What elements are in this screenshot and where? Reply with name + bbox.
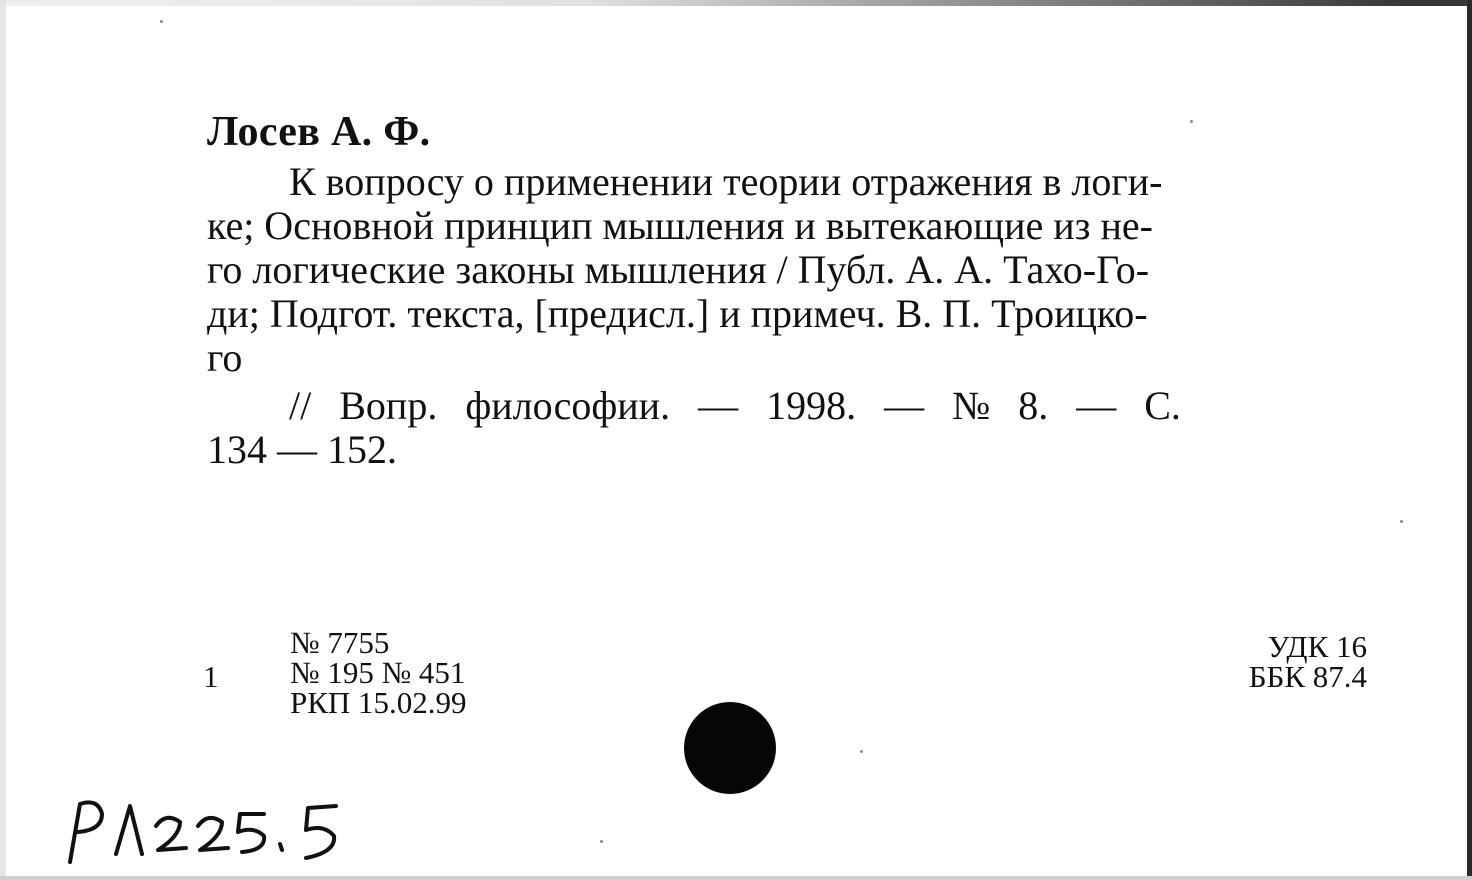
source-block [207,384,1367,472]
card-edge-left [0,0,6,880]
registration-line: № 195 № 451 [290,655,466,690]
handwritten-shelfmark [58,792,378,872]
title-line [207,336,1367,380]
bbk-code: ББК 87.4 [1248,659,1367,694]
title-line [207,248,1367,292]
registration-block [290,625,467,720]
title-line [207,204,1367,248]
source-line-text: // Вопр. философии. — 1998. — № 8. — С. [289,383,1181,428]
title-line [207,292,1367,336]
paper-speck [1190,120,1193,123]
title-line [207,160,1367,204]
title-block [207,160,1367,380]
paper-speck [1400,520,1403,523]
registration-line: РКП 15.02.99 [290,685,467,720]
author-heading: Лосев А. Ф. [207,109,431,155]
source-line [207,428,1367,472]
card-edge-bottom [0,876,1472,880]
title-line-text: го [207,335,243,380]
title-line-text: ке; Основной принцип мышления и вытекающие из не- [207,203,1153,248]
source-line [207,384,1367,428]
copy-number: 1 [203,659,219,694]
classification-block [1248,629,1367,694]
paper-speck [600,840,603,843]
paper-speck [160,20,163,23]
card-edge-right [1467,0,1472,880]
title-line-text: го логические законы мышления / Публ. А. А. Тахо-Го- [207,247,1150,292]
udk-code: УДК 16 [1267,629,1367,664]
paper-speck [860,750,863,753]
card-edge-top [0,0,1472,6]
punch-hole [684,702,776,794]
title-line-text: К вопросу о применении теории отражения в логи- [289,159,1163,204]
title-line-text: ди; Подгот. текста, [предисл.] и примеч. В. П. Троицко- [207,291,1148,336]
registration-line: № 7755 [290,625,390,660]
source-line-text: 134 — 152. [207,427,397,472]
